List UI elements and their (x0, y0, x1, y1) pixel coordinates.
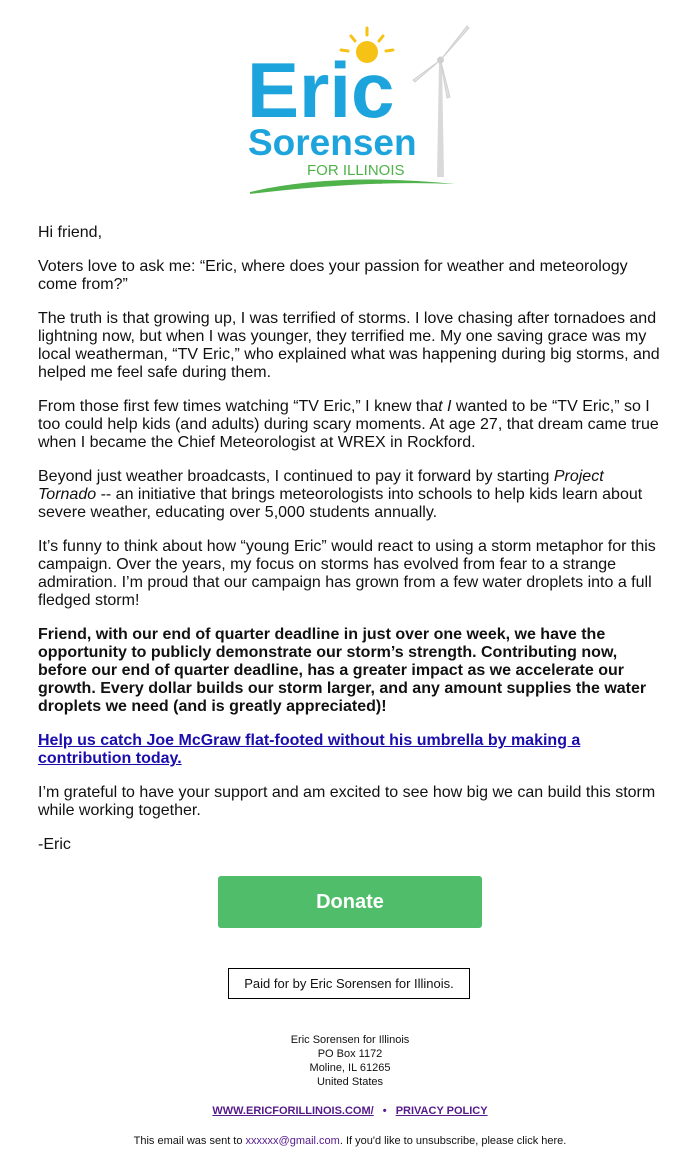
website-link[interactable]: WWW.ERICFORILLINOIS.COM/ (212, 1105, 374, 1117)
paragraph-3 (38, 398, 663, 452)
footer-links (0, 1105, 700, 1117)
paragraph-1: Voters love to ask me: “Eric, where does your passion for weather and meteorology come from?” (38, 258, 628, 293)
donate-button[interactable]: Donate (218, 876, 482, 928)
wind-turbine-icon (413, 26, 469, 177)
address-line-1: Eric Sorensen for Illinois (290, 1034, 410, 1046)
logo-swoosh (250, 180, 455, 195)
project-tornado-title: Project Tornado (38, 468, 604, 503)
unsubscribe-suffix[interactable]: . If you'd like to unsubscribe, please click here. (339, 1135, 567, 1147)
signoff: -Eric (38, 836, 71, 853)
paragraph-4-part-a: Beyond just weather broadcasts, I continued to pay it forward by starting (38, 468, 554, 485)
address-line-4: United States (316, 1076, 384, 1088)
mailing-address (0, 1033, 700, 1089)
email-body (38, 224, 663, 870)
paragraph-3-part-a: From those first few times watching “TV Eric,” I knew tha (38, 398, 439, 415)
paragraph-4-part-c: -- an initiative that brings meteorologists into schools to help kids learn about severe weather, educating over 5,000 students annually. (38, 486, 643, 521)
paragraph-7: I’m grateful to have your support and am excited to see how big we can build this storm while working together. (38, 784, 656, 819)
address-line-3: Moline, IL 61265 (309, 1062, 391, 1074)
logo-tagline: FOR ILLINOIS (307, 162, 405, 179)
paragraph-3-part-c: wanted to be “TV Eric,” so I too could help kids (and adults) during scary moments. At age 27, that dream came true when I became the Chief Meteorologist at WREX in Rockford. (38, 398, 659, 451)
logo-first-name: Eric (247, 46, 395, 134)
logo-last-name: Sorensen (248, 122, 417, 163)
paragraph-3-emphasis: t I (438, 398, 452, 415)
address-line-2: PO Box 1172 (317, 1048, 383, 1060)
footer-separator: • (382, 1105, 387, 1117)
paragraph-5: It’s funny to think about how “young Eric” would react to using a storm metaphor for this campaign. Over the years, my focus on storms has evolved from fear to a strange admiration. I’m proud that our campaign has grown from a few water droplets into a full fledged storm! (38, 538, 656, 609)
campaign-logo (245, 22, 470, 202)
paragraph-2: The truth is that growing up, I was terrified of storms. I love chasing after tornadoes and lightning now, but when I was younger, they terrified me. My one saving grace was my local weatherman, “TV Eric,” who explained what was happening during big storms, and helped me feel safe during them. (38, 310, 660, 381)
recipient-email[interactable]: xxxxxx@gmail.com (245, 1135, 340, 1147)
contribution-link[interactable]: Help us catch Joe McGraw flat-footed without his umbrella by making a contribution today. (38, 732, 581, 767)
paid-for-disclaimer: Paid for by Eric Sorensen for Illinois. (228, 968, 470, 999)
paragraph-4 (38, 468, 663, 522)
greeting: Hi friend, (38, 224, 103, 241)
paragraph-6-bold: Friend, with our end of quarter deadline in just over one week, we have the opportunity to publicly demonstrate our storm’s strength. Contributing now, before our end of quarter deadline, has a greater impact as we accelerate our growth. Every dollar builds our storm larger, and any amount supplies the water droplets we need (and is greatly appreciated)! (38, 626, 647, 715)
privacy-policy-link[interactable]: PRIVACY POLICY (395, 1105, 488, 1117)
unsubscribe-notice (0, 1135, 700, 1147)
unsubscribe-prefix: This email was sent to (133, 1135, 246, 1147)
